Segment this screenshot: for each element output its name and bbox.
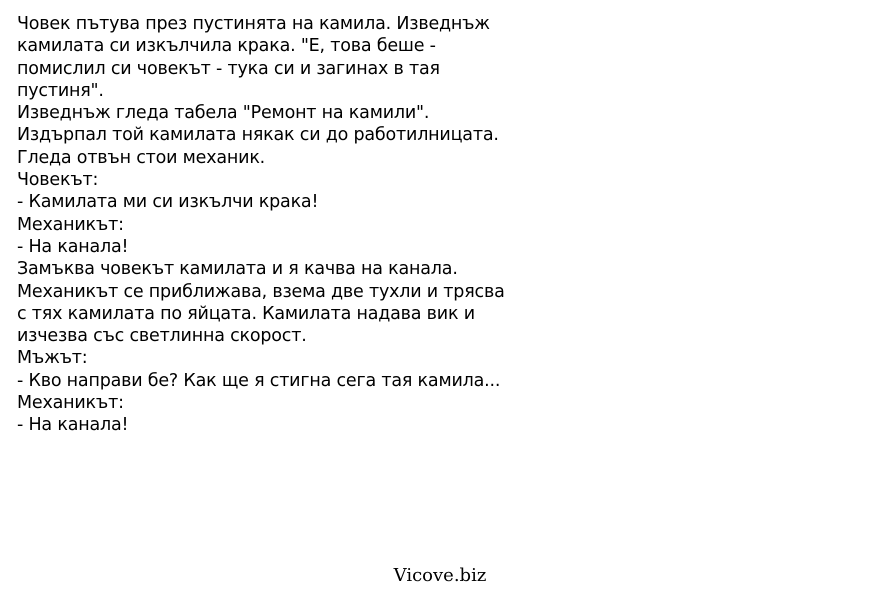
joke-line: - На канала!: [17, 236, 129, 257]
joke-line: Механикът:: [17, 393, 124, 414]
joke-line: Мъжът:: [17, 348, 88, 369]
joke-line: Замъква човекът камилата и я качва на канала.: [17, 259, 458, 280]
joke-line: пустиня".: [17, 80, 104, 101]
joke-line: с тях камилата по яйцата. Камилата надава вик и: [17, 303, 475, 324]
joke-line: Механикът се приближава, взема две тухли и трясва: [17, 281, 505, 302]
joke-line: Изведнъж гледа табела "Ремонт на камили".: [17, 103, 430, 124]
joke-line: Издърпал той камилата някак си до работилницата.: [17, 125, 499, 146]
joke-line: камилата си изкълчила крака. "Е, това беше -: [17, 36, 436, 57]
site-watermark: Vicove.biz: [393, 565, 487, 586]
joke-line: Човекът:: [17, 170, 99, 191]
joke-line: помислил си човекът - тука си и загинах в тая: [17, 58, 440, 79]
joke-line: изчезва със светлинна скорост.: [17, 326, 307, 347]
joke-line: Механикът:: [17, 214, 124, 235]
joke-line: Човек пътува през пустинята на камила. Изведнъж: [17, 14, 490, 34]
joke-line: - Камилата ми си изкълчи крака!: [17, 192, 319, 213]
joke-line: - Кво направи бе? Как ще я стигна сега тая камила...: [17, 370, 501, 391]
joke-line: - На канала!: [17, 415, 129, 436]
joke-line: Гледа отвън стои механик.: [17, 147, 266, 168]
joke-text: [17, 13, 587, 437]
